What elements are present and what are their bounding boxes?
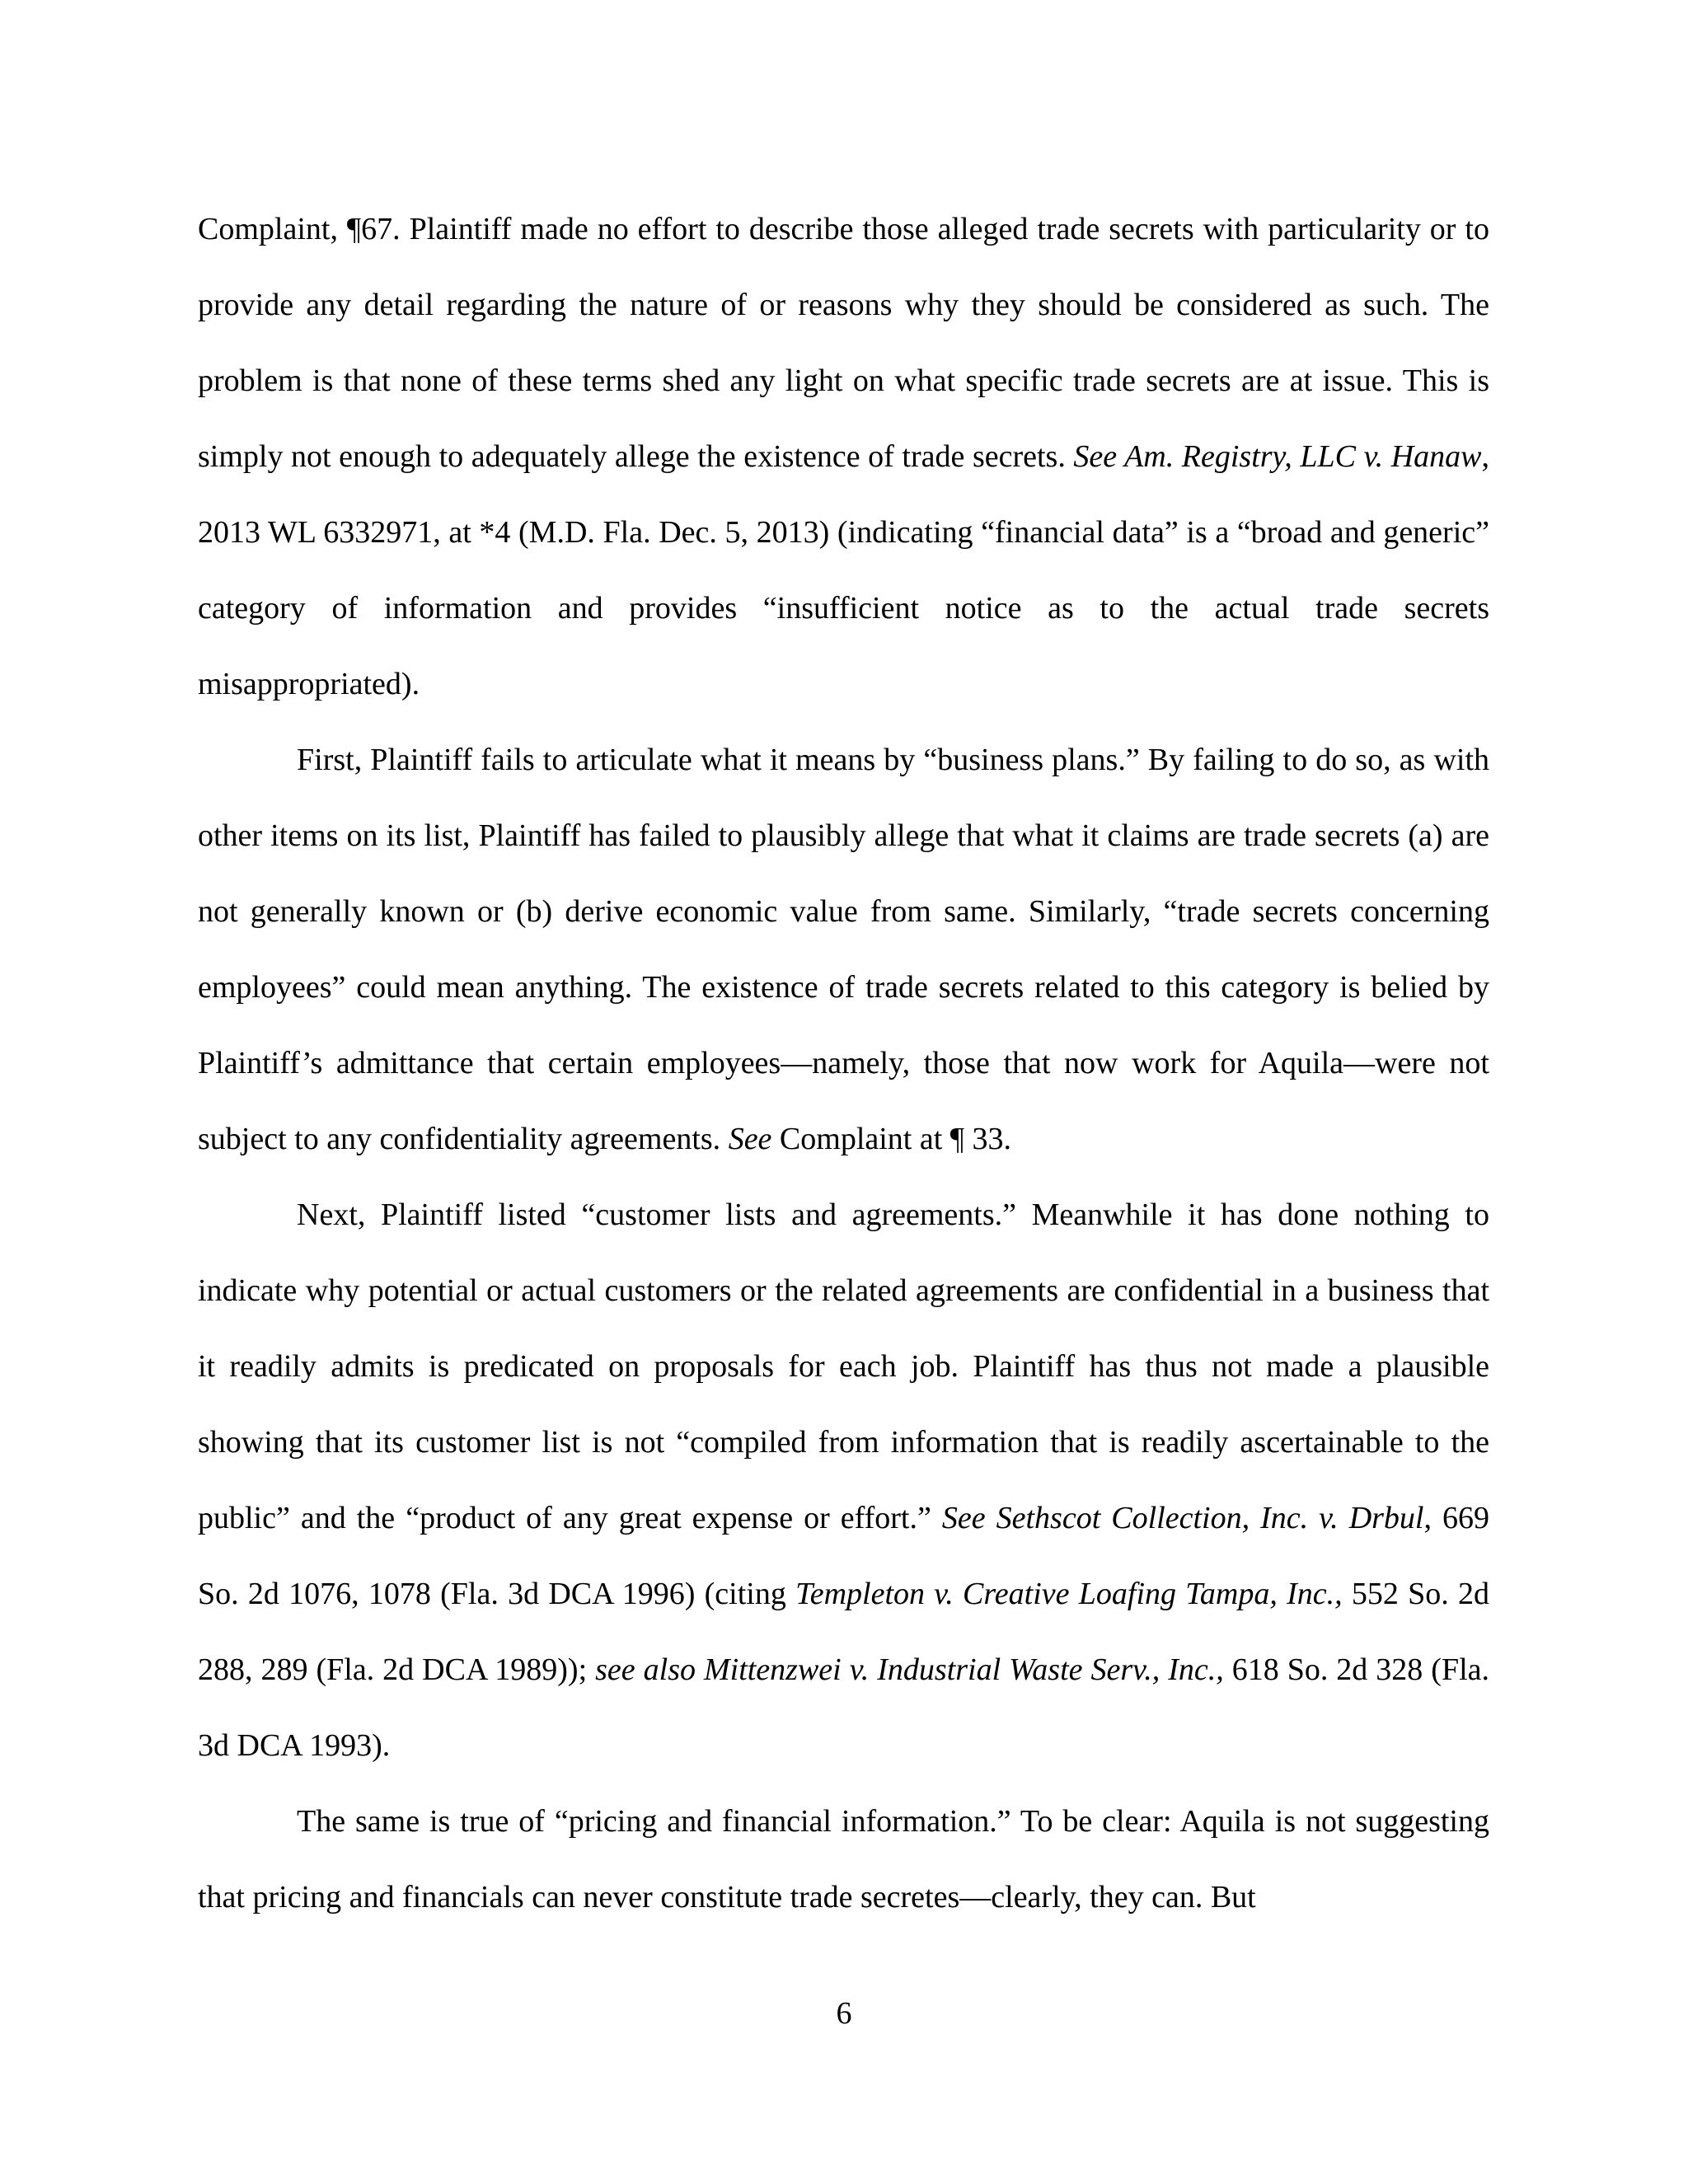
citation-signal-italic: See <box>728 1122 772 1156</box>
text-segment: Next, Plaintiff listed “customer lists and agreements.” Meanwhile it has done nothing to indicate why potential or actual customers or the related agreements are confidential in a business that it readily admits is predicated on proposals for each job. Plaintiff has thus not made a plausible showing that its customer list is not “compiled from information that is readily ascertainable to the public” and the “product of any great expense or effort.” <box>198 1197 1489 1535</box>
text-segment: Complaint at ¶ 33. <box>771 1122 1012 1156</box>
citation-italic: Templeton v. Creative Loafing Tampa, Inc., <box>795 1577 1343 1611</box>
body-text <box>198 191 1489 1935</box>
text-segment: The same is true of “pricing and financial information.” To be clear: Aquila is not suggesting that pricing and financials can never constitute trade secretes—clearly, they can. But <box>198 1804 1489 1915</box>
citation-italic: see also Mittenzwei v. Industrial Waste Serv., Inc., <box>595 1652 1224 1687</box>
paragraph-4 <box>198 1783 1489 1935</box>
text-segment: , 669 So. 2d 1076, 1078 (Fla. 3d DCA 1996) (citing <box>198 1501 1490 1611</box>
text-segment: Complaint, ¶67. Plaintiff made no effort to describe those alleged trade secrets with particularity or to provide any detail regarding the nature of or reasons why they should be considered as such. The problem is that none of these terms shed any light on what specific trade secrets are at issue. This is simply not enough to adequately allege the existence of trade secrets. <box>198 212 1489 474</box>
text-segment: , 2013 WL 6332971, at *4 (M.D. Fla. Dec. 5, 2013) (indicating “financial data” is a “broad and generic” category of information and provides “insufficient notice as to the actual trade secrets misappropriated). <box>198 439 1489 701</box>
paragraph-2 <box>198 722 1489 1177</box>
paragraph-1 <box>198 191 1489 722</box>
citation-italic: See Sethscot Collection, Inc. v. Drbul <box>941 1501 1424 1535</box>
text-segment: 552 So. 2d 288, 289 (Fla. 2d DCA 1989)); <box>198 1577 1489 1687</box>
citation-italic: See Am. Registry, LLC v. Hanaw <box>1073 439 1482 474</box>
text-segment: 618 So. 2d 328 (Fla. 3d DCA 1993). <box>198 1652 1489 1763</box>
page-number: 6 <box>836 1996 852 2031</box>
text-segment: First, Plaintiff fails to articulate what it means by “business plans.” By failing to do so, as with other items on its list, Plaintiff has failed to plausibly allege that what it claims are trade secrets (a) are not generally known or (b) derive economic value from same. Similarly, “trade secrets concerning employees” could mean anything. The existence of trade secrets related to this category is belied by Plaintiff’s admittance that certain employees—namely, those that now work for Aquila—were not subject to any confidentiality agreements. <box>198 743 1489 1156</box>
paragraph-3 <box>198 1177 1489 1783</box>
